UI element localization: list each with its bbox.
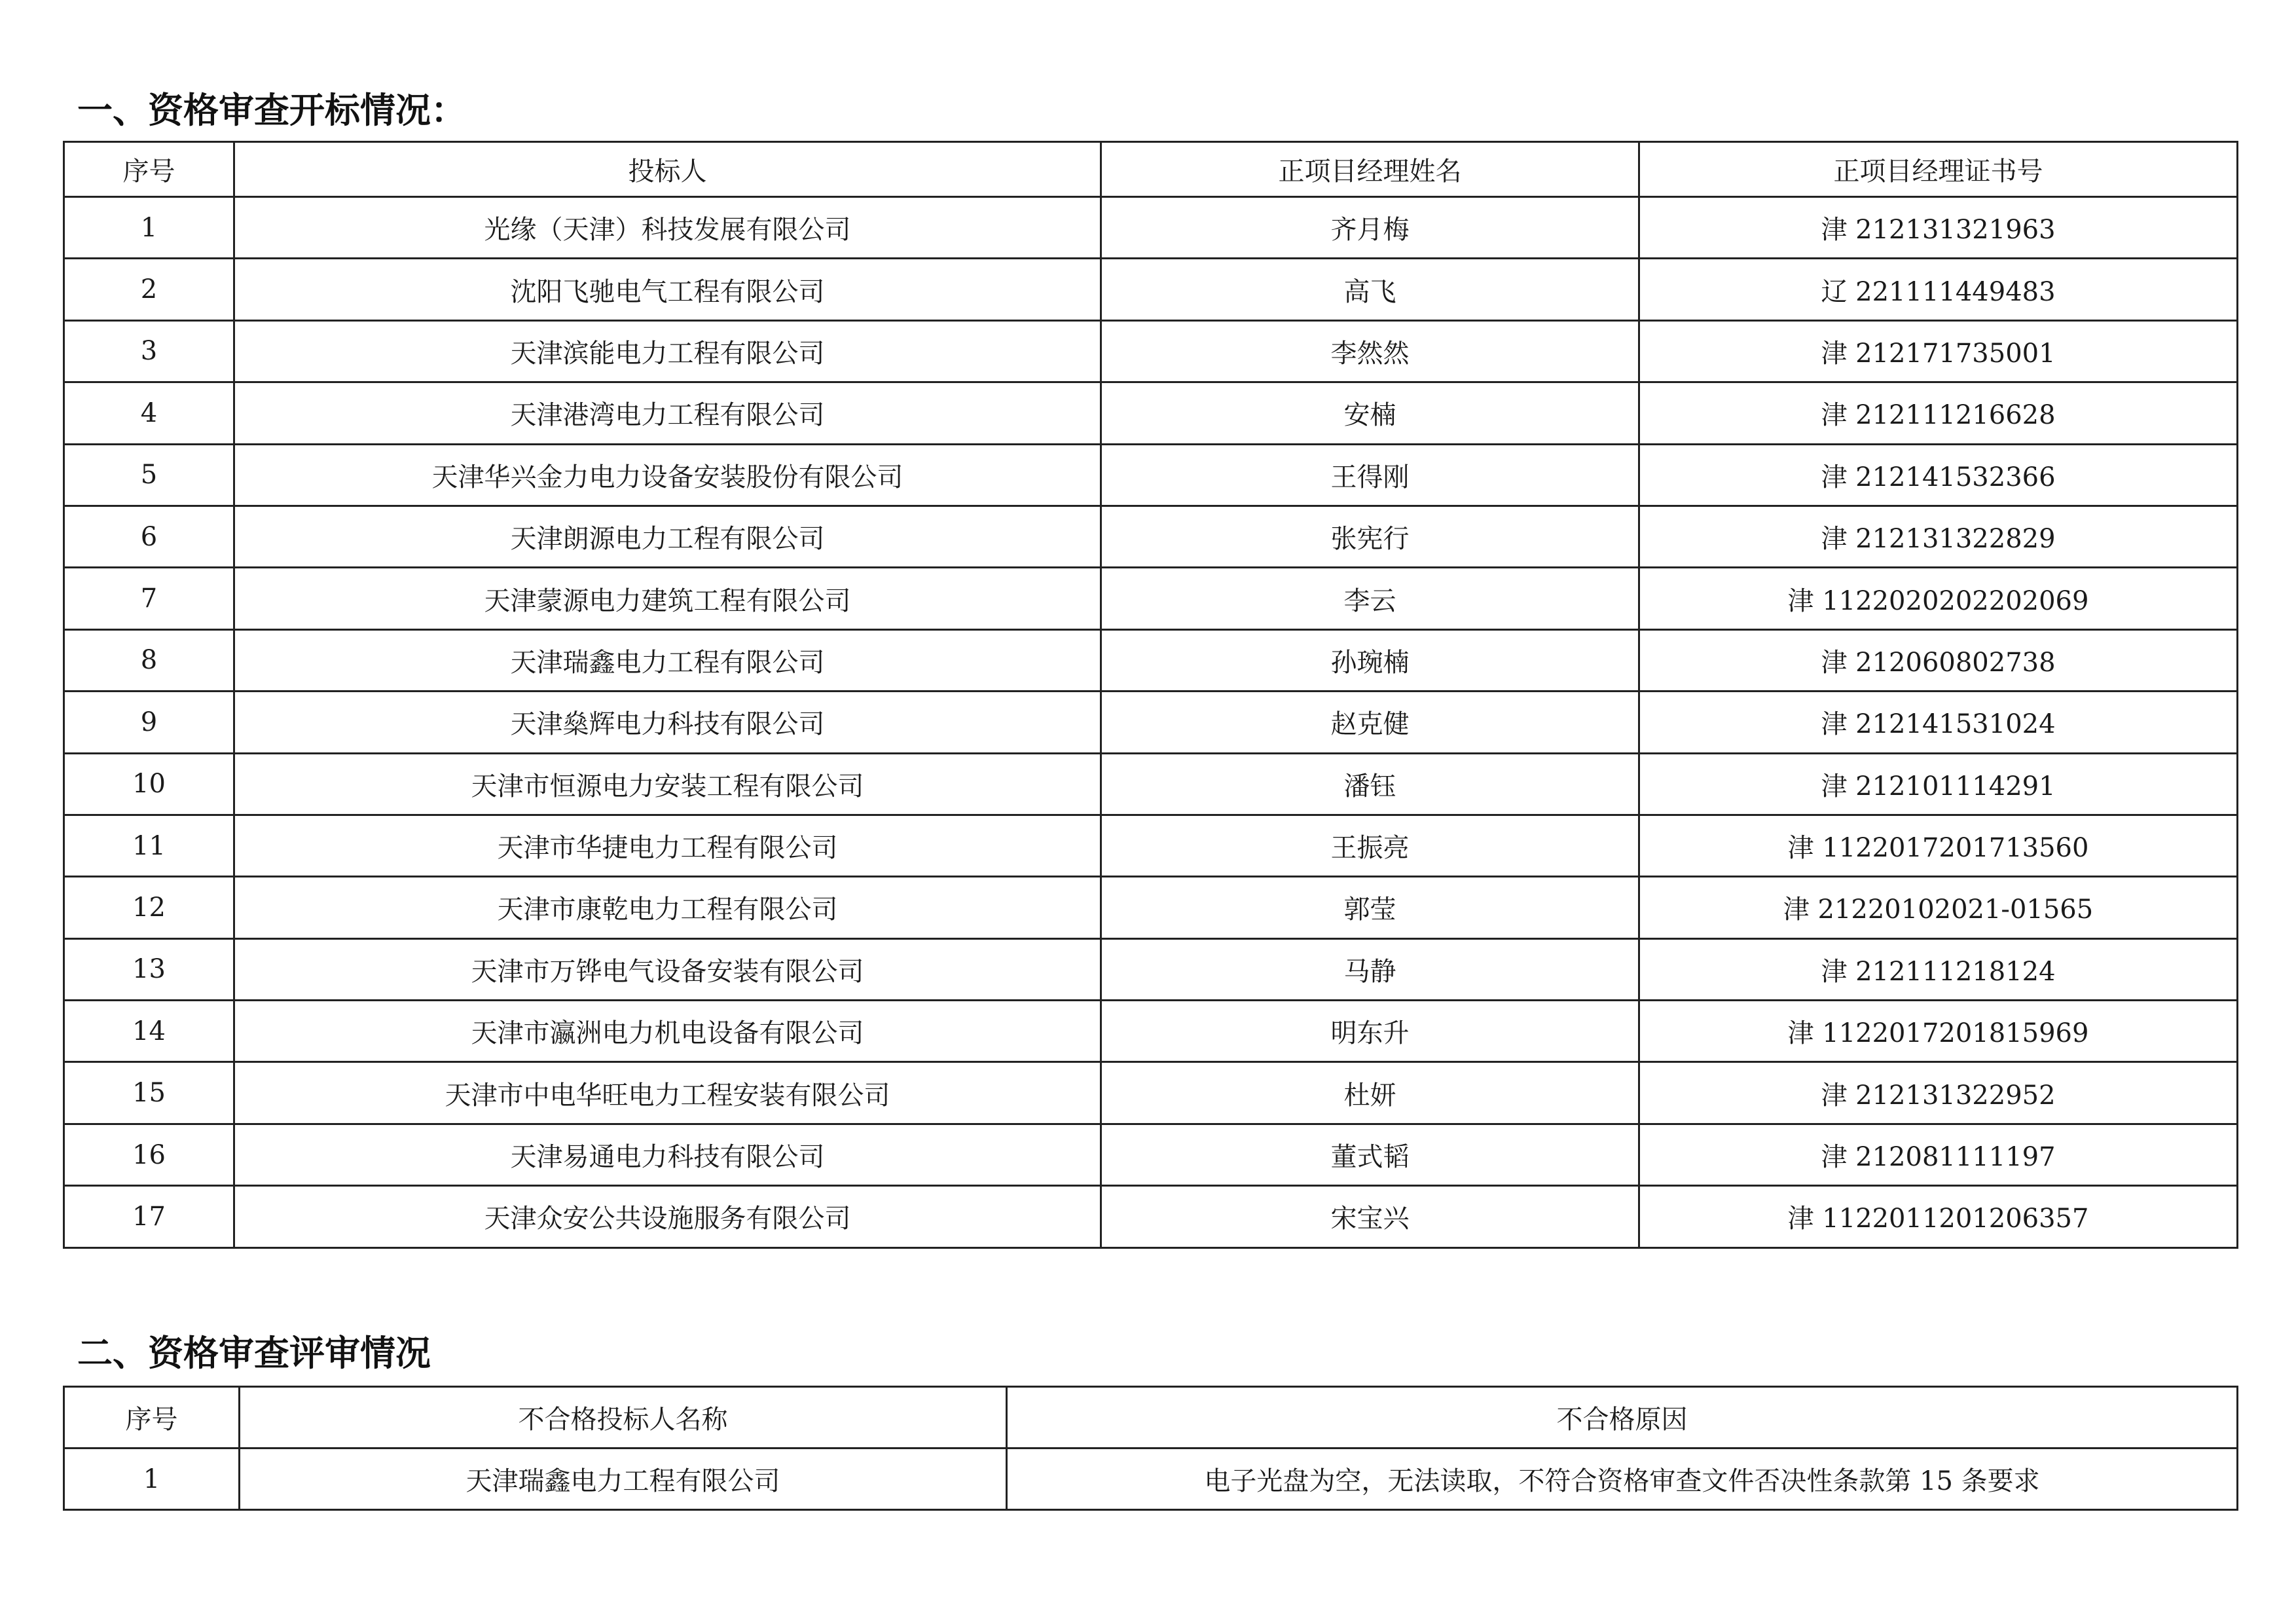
cell-index: 12 (64, 877, 234, 938)
cell-index: 1 (64, 1449, 240, 1510)
cell-manager-name: 孙琬楠 (1101, 629, 1639, 691)
cell-certificate-no: 津 212131322952 (1639, 1062, 2238, 1124)
cell-certificate-no: 津 212131321963 (1639, 197, 2238, 259)
cell-certificate-no: 津 212060802738 (1639, 629, 2238, 691)
cell-bidder: 天津市中电华旺电力工程安装有限公司 (234, 1062, 1101, 1124)
bid-opening-table (63, 141, 2238, 1249)
cell-bidder: 天津朗源电力工程有限公司 (234, 506, 1101, 567)
section-1-title: 一、资格审查开标情况： (77, 90, 466, 131)
header-index: 序号 (64, 1387, 240, 1449)
cell-manager-name: 高飞 (1101, 259, 1639, 320)
table-row (64, 753, 2238, 815)
cell-manager-name: 赵克健 (1101, 692, 1639, 753)
table-row (64, 1449, 2238, 1510)
cell-certificate-no: 津 212111218124 (1639, 938, 2238, 1000)
cell-index: 10 (64, 753, 234, 815)
cell-index: 8 (64, 629, 234, 691)
cell-manager-name: 齐月梅 (1101, 197, 1639, 259)
cell-bidder: 天津市瀛洲电力机电设备有限公司 (234, 1001, 1101, 1062)
table-row (64, 938, 2238, 1000)
cell-bidder: 光缘（天津）科技发展有限公司 (234, 197, 1101, 259)
cell-manager-name: 董式韬 (1101, 1124, 1639, 1185)
cell-manager-name: 王得刚 (1101, 444, 1639, 506)
cell-manager-name: 安楠 (1101, 382, 1639, 444)
cell-bidder: 天津市华捷电力工程有限公司 (234, 815, 1101, 876)
table-row (64, 506, 2238, 567)
cell-manager-name: 郭莹 (1101, 877, 1639, 938)
cell-certificate-no: 津 212081111197 (1639, 1124, 2238, 1185)
cell-bidder: 沈阳飞驰电气工程有限公司 (234, 259, 1101, 320)
cell-index: 9 (64, 692, 234, 753)
table-row (64, 197, 2238, 259)
cell-index: 1 (64, 197, 234, 259)
cell-manager-name: 杜妍 (1101, 1062, 1639, 1124)
cell-manager-name: 李然然 (1101, 320, 1639, 382)
header-certificate-no: 正项目经理证书号 (1639, 142, 2238, 197)
header-bidder: 投标人 (234, 142, 1101, 197)
header-reason: 不合格原因 (1007, 1387, 2238, 1449)
cell-manager-name: 李云 (1101, 568, 1639, 629)
cell-bidder: 天津市万铧电气设备安装有限公司 (234, 938, 1101, 1000)
cell-bidder: 天津易通电力科技有限公司 (234, 1124, 1101, 1185)
cell-certificate-no: 津 1122011201206357 (1639, 1186, 2238, 1247)
cell-index: 7 (64, 568, 234, 629)
cell-certificate-no: 辽 221111449483 (1639, 259, 2238, 320)
table-row (64, 629, 2238, 691)
cell-certificate-no: 津 212111216628 (1639, 382, 2238, 444)
table-row (64, 320, 2238, 382)
cell-reason: 电子光盘为空，无法读取，不符合资格审查文件否决性条款第 15 条要求 (1007, 1449, 2238, 1510)
table-row (64, 815, 2238, 876)
header-manager-name: 正项目经理姓名 (1101, 142, 1639, 197)
cell-bidder: 天津瑞鑫电力工程有限公司 (234, 629, 1101, 691)
section-2-title: 二、资格审查评审情况 (77, 1333, 431, 1374)
cell-manager-name: 马静 (1101, 938, 1639, 1000)
cell-certificate-no: 津 212141531024 (1639, 692, 2238, 753)
table-row (64, 877, 2238, 938)
table-row (64, 1062, 2238, 1124)
table-row (64, 692, 2238, 753)
cell-manager-name: 潘钰 (1101, 753, 1639, 815)
review-result-table (63, 1386, 2238, 1511)
header-index: 序号 (64, 142, 234, 197)
table-header-row (64, 1387, 2238, 1449)
table-row (64, 1186, 2238, 1247)
cell-index: 2 (64, 259, 234, 320)
cell-certificate-no: 津 212141532366 (1639, 444, 2238, 506)
cell-manager-name: 张宪行 (1101, 506, 1639, 567)
cell-index: 6 (64, 506, 234, 567)
cell-unqualified-bidder: 天津瑞鑫电力工程有限公司 (240, 1449, 1007, 1510)
cell-bidder: 天津滨能电力工程有限公司 (234, 320, 1101, 382)
cell-bidder: 天津燊辉电力科技有限公司 (234, 692, 1101, 753)
cell-index: 11 (64, 815, 234, 876)
cell-certificate-no: 津 1122020202202069 (1639, 568, 2238, 629)
table-row (64, 382, 2238, 444)
cell-certificate-no: 津 1122017201713560 (1639, 815, 2238, 876)
table-row (64, 1001, 2238, 1062)
table-row (64, 444, 2238, 506)
cell-bidder: 天津港湾电力工程有限公司 (234, 382, 1101, 444)
cell-index: 14 (64, 1001, 234, 1062)
table-row (64, 259, 2238, 320)
cell-bidder: 天津市恒源电力安装工程有限公司 (234, 753, 1101, 815)
cell-bidder: 天津蒙源电力建筑工程有限公司 (234, 568, 1101, 629)
cell-manager-name: 宋宝兴 (1101, 1186, 1639, 1247)
cell-manager-name: 王振亮 (1101, 815, 1639, 876)
cell-certificate-no: 津 212171735001 (1639, 320, 2238, 382)
cell-certificate-no: 津 212131322829 (1639, 506, 2238, 567)
cell-bidder: 天津华兴金力电力设备安装股份有限公司 (234, 444, 1101, 506)
cell-bidder: 天津市康乾电力工程有限公司 (234, 877, 1101, 938)
cell-index: 3 (64, 320, 234, 382)
cell-certificate-no: 津 212101114291 (1639, 753, 2238, 815)
header-unqualified-bidder: 不合格投标人名称 (240, 1387, 1007, 1449)
cell-index: 5 (64, 444, 234, 506)
table-row (64, 1124, 2238, 1185)
cell-certificate-no: 津 21220102021-01565 (1639, 877, 2238, 938)
cell-bidder: 天津众安公共设施服务有限公司 (234, 1186, 1101, 1247)
cell-manager-name: 明东升 (1101, 1001, 1639, 1062)
cell-index: 15 (64, 1062, 234, 1124)
table-header-row (64, 142, 2238, 197)
cell-index: 16 (64, 1124, 234, 1185)
cell-index: 17 (64, 1186, 234, 1247)
table-row (64, 568, 2238, 629)
cell-index: 4 (64, 382, 234, 444)
cell-certificate-no: 津 1122017201815969 (1639, 1001, 2238, 1062)
cell-index: 13 (64, 938, 234, 1000)
